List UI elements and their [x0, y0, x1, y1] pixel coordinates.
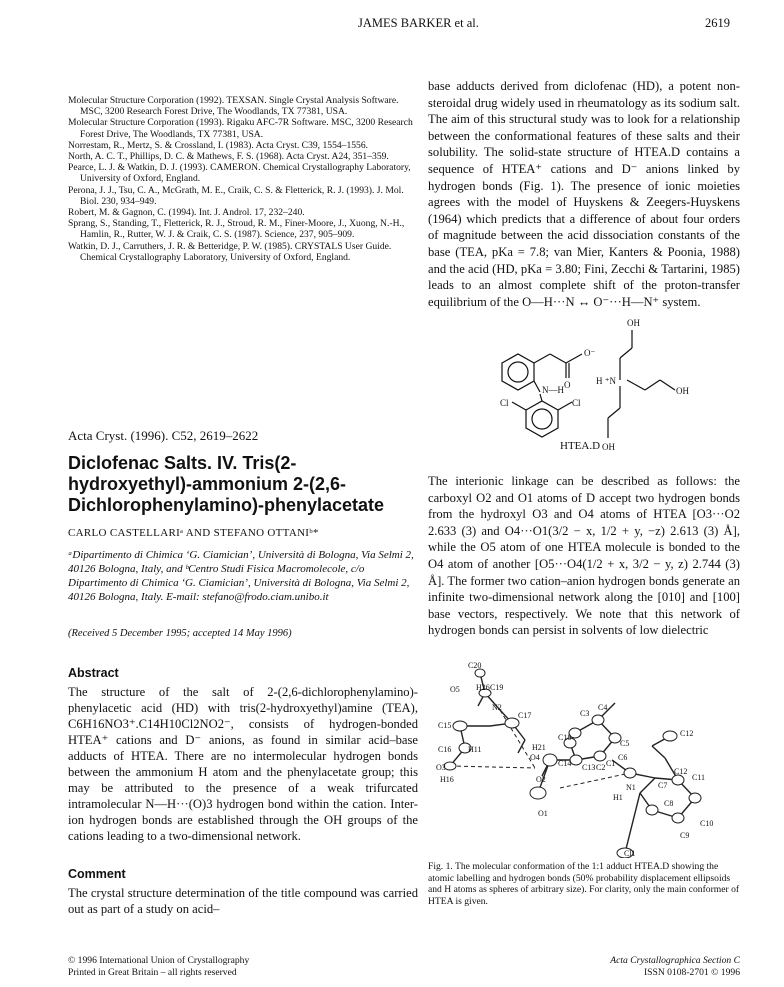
atom-label: C14 [558, 759, 572, 768]
figure-1-ortep [430, 648, 740, 858]
reference-item: North, A. C. T., Phillips, D. C. & Mathews, F. S. (1968). Acta Cryst. A24, 351–359. [68, 151, 389, 163]
interionic-paragraph: The interionic linkage can be described as follows: the carboxyl O2 and O1 atoms of D accept two hydrogen bonds from the hydroxyl O3 and O4 atoms of HTEA [O3···O2 2.633 (3) and O4···O1(3/2 − x, 1/2 + y, −z) 2.613 (3) Å], while the O5 atom of one HTEA molecule is bonded to the O4 atom of another [O5···O4(1/2 + x, 3/2 − y, z) 2.744 (3) Å]. The former two cation–anion hydrogen bonds generate an infinite two-dimensional network along the [010] and [100] base vectors, respectively. We note that this network of hydrogen bonds can persist in solvents of low dielectric [428, 474, 740, 638]
scheme-label-oh-bottom: OH [602, 442, 615, 452]
intro-paragraph: base adducts derived from diclofenac (HD), a potent non-steroidal drug widely used in rheumatology as its sodium salt. The aim of this structural study was to look for a relationship between the conformational features of these salts and their solubility. The solid-state structure of HTEA.D contains a sequence of HTEA⁺ cations and D⁻ anions linked by hydrogen bonds (Fig. 1). The presence of ionic moieties agrees with the model of Huyskens & Zeegers-Huyskens (1964) which predicts that a difference of about four orders of magnitude between the acid dissociation constants of the base (TEA, pKa = 7.8; van Mier, Kanters & Poonia, 1988) and the acid (HD, pKa = 3.80; Fini, Zecchi & Tartarini, 1985) leads to an almost complete shift of the proton-transfer equilibrium of the O—H···N ↔ O⁻···H—N⁺ system. [428, 79, 741, 309]
running-title: JAMES BARKER et al. [358, 16, 479, 30]
reference-item: Perona, J. J., Tsu, C. A., McGrath, M. E., Craik, C. S. & Fletterick, R. J. (1993). J. Mol. Biol. 230, 934–949. [68, 184, 404, 207]
atom-label: C7 [658, 781, 668, 790]
article-title: Diclofenac Salts. IV. Tris(2-hydroxyethyl)-ammonium 2-(2,6-Dichlorophenylamino)-phenylacetate [68, 453, 385, 515]
scheme-label-o: O [564, 380, 571, 390]
printed-note: Printed in Great Britain – all rights reserved [68, 966, 237, 978]
reference-item: Molecular Structure Corporation (1993). Rigaku AFC-7R Software. MSC, 3200 Research Forest Drive, The Woodlands, TX 77381, USA. [68, 117, 413, 140]
reference-item: Pearce, L. J. & Watkin, D. J. (1993). CAMERON. Chemical Crystallography Laboratory, University of Oxford, England. [68, 162, 411, 185]
reference-item: Norrestam, R., Mertz, S. & Crossland, I. (1983). Acta Cryst. C39, 1554–1556. [68, 139, 369, 151]
atom-label: C17 [518, 711, 532, 720]
chemical-scheme [470, 318, 730, 453]
issn: ISSN 0108-2701 © 1996 [643, 966, 740, 978]
reference-item: Robert, M. & Gagnon, C. (1994). Int. J. Androl. 17, 232–240. [68, 207, 305, 219]
footer-left [68, 955, 249, 978]
atom-label: C13 [582, 763, 596, 772]
atom-label: C3 [580, 709, 590, 718]
atom-label: C20 [468, 661, 482, 670]
atom-label: H26 [476, 683, 490, 692]
comment-text: The crystal structure determination of the title compound was carried out as part of a study on acid– [68, 886, 418, 916]
scheme-label-cl-right: Cl [572, 398, 581, 408]
atom-label: H16 [440, 775, 454, 784]
scheme-label-o-minus: O⁻ [584, 348, 596, 358]
page-number: 2619 [705, 16, 730, 30]
reference-item: Molecular Structure Corporation (1992). TEXSAN. Single Crystal Analysis Software. MSC, 3200 Research Forest Drive, The Woodlands, TX 77381, USA. [68, 95, 399, 118]
figure-caption: Fig. 1. The molecular conformation of the 1:1 adduct HTEA.D showing the atomic labelling and hydrogen bonds (50% probability displacement ellipsoids and H atoms as spheres of arbitrary size). For clarity, only the main conformer of HTEA is given. [428, 861, 740, 907]
atom-label: N2 [492, 703, 502, 712]
atom-label: O4 [530, 753, 540, 762]
scheme-name: HTEA.D [560, 440, 601, 452]
comment-heading: Comment [68, 867, 126, 881]
atom-label: C10 [700, 819, 714, 828]
reference-item: Sprang, S., Standing, T., Fletterick, R. J., Stroud, R. M., Finer-Moore, J., Xuong, N.-H., Hamlin, R., Rutter, W. J. & Craik, C. S. (1987). Science, 237, 905–909. [68, 218, 405, 241]
atom-label: O2 [536, 775, 546, 784]
atom-label: C15 [438, 721, 452, 730]
reference-item: Watkin, D. J., Carruthers, J. R. & Betteridge, P. W. (1985). CRYSTALS User Guide. Chemical Crystallography Laboratory, University of Oxford, England. [68, 240, 392, 263]
abstract-heading: Abstract [68, 666, 119, 680]
atom-label: N1 [626, 783, 636, 792]
atom-label: C9 [680, 831, 690, 840]
scheme-label-h-plus-n: H ⁺N [596, 376, 616, 386]
scheme-label-cl-left: Cl [500, 398, 509, 408]
journal-name: Acta Crystallographica Section C [610, 955, 740, 966]
atom-label: C1 [606, 759, 616, 768]
scheme-label-nh: N—H [542, 385, 564, 395]
scheme-label-oh-right: OH [676, 386, 689, 396]
abstract-text: The structure of the salt of 2-(2,6-dichlorophenylamino)-phenylacetic acid (HD) with tris(2-hydroxyethyl)amine (TEA), C6H16NO3⁺.C14H10Cl2NO2⁻, consists of hydrogen-bonded HTEA⁺ cations and D⁻ anions, as found in similar acid–base adducts of HTEA. There are no intermolecular hydrogen bonds between the ammonium H atom and the phenylacetate group; this may be attributed to the presence of a weak trifurcated intramolecular N—H···(O)3 hydrogen bond within the cation. Inter-ion hydrogen bonds are established through the OH groups of the cations leading to a two-dimensional network. [68, 685, 418, 843]
affiliation: ᵃDipartimento di Chimica ‘G. Ciamician’, Università di Bologna, Via Selmi 2, 40126 Bologna, Italy, and ᵇCentro Studi Fisica Macromolecole, c/o Dipartimento di Chimica ‘G. Ciamician’, Università di Bologna, Via Selmi 2, 40126 Bologna, Italy. E-mail: stefano@frodo.ciam.unibo.it [68, 549, 414, 603]
atom-label: C16 [438, 745, 452, 754]
atom-label: C4 [598, 703, 608, 712]
scheme-label-oh-top: OH [627, 318, 640, 328]
atom-label: C8 [664, 799, 674, 808]
atom-label: H21 [532, 743, 546, 752]
atom-label: C12 [674, 767, 688, 776]
atom-label: C11 [692, 773, 706, 782]
atom-label: O3 [436, 763, 446, 772]
citation: Acta Cryst. (1996). C52, 2619–2622 [68, 428, 259, 443]
atom-label: Cl1 [624, 849, 636, 858]
authors: CARLO CASTELLARIᵃ AND STEFANO OTTANIᵇ* [68, 527, 319, 539]
atom-label: O1 [538, 809, 548, 818]
atom-label: H11 [468, 745, 482, 754]
footer-right [560, 955, 740, 978]
atom-label: C18 [558, 733, 572, 742]
copyright: © 1996 International Union of Crystallography [68, 955, 250, 966]
references-list [68, 95, 414, 263]
atom-label: C6 [618, 753, 628, 762]
atom-label: C2 [596, 763, 606, 772]
atom-label: C12 [680, 729, 694, 738]
atom-label: C19 [490, 683, 504, 692]
received-date: (Received 5 December 1995; accepted 14 May 1996) [68, 628, 292, 639]
atom-label: C5 [620, 739, 630, 748]
atom-label: H1 [613, 793, 623, 802]
atom-label: O5 [450, 685, 460, 694]
